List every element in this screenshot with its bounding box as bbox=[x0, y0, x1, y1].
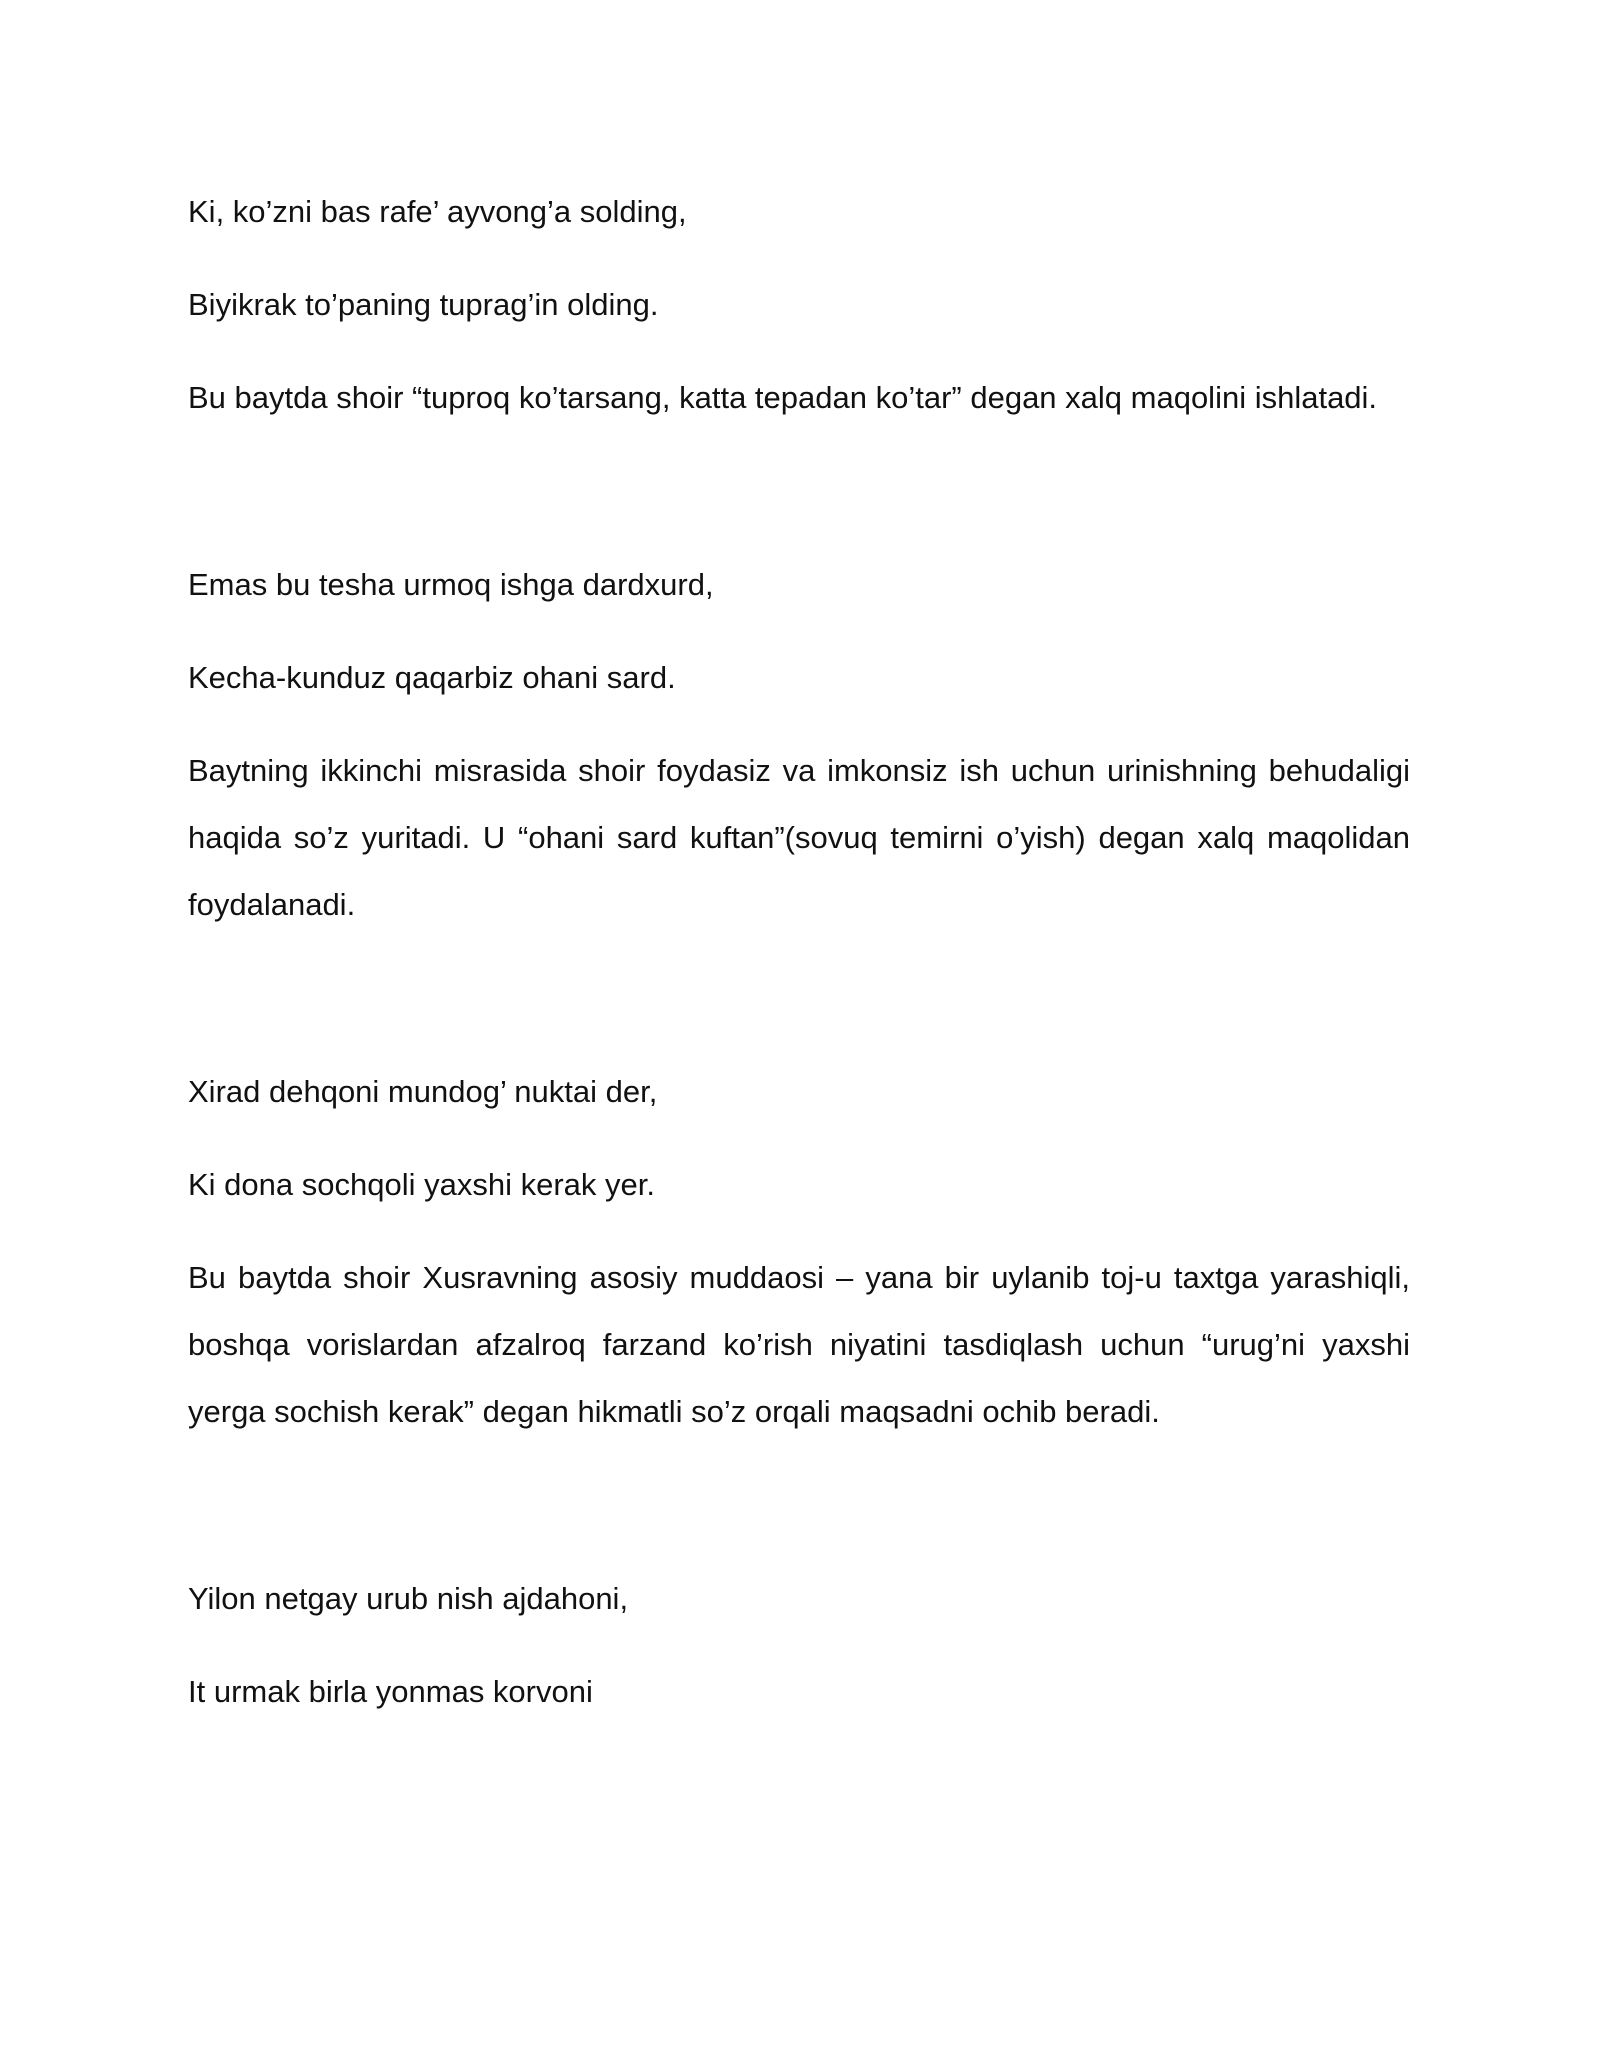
verse-block-1 bbox=[188, 178, 1410, 431]
verse-line: Biyikrak to’paning tuprag’in olding. bbox=[188, 287, 659, 322]
verse-line: Emas bu tesha urmoq ishga dardxurd, bbox=[188, 567, 714, 602]
commentary-paragraph: Bu baytda shoir “tuproq ko’tarsang, katta tepadan ko’tar” degan xalq maqolini ishlatadi. bbox=[188, 380, 1378, 415]
block-spacer bbox=[188, 431, 1410, 551]
verse-block-4 bbox=[188, 1565, 1410, 1725]
verse-line: Yilon netgay urub nish ajdahoni, bbox=[188, 1581, 629, 1616]
verse-line: Ki, ko’zni bas rafe’ ayvong’a solding, bbox=[188, 194, 687, 229]
commentary-paragraph: Bu baytda shoir Xusravning asosiy muddaosi – yana bir uylanib toj-u taxtga yarashiqli, boshqa vorislardan afzalroq farzand ko’rish niyatini tasdiqlash uchun “urug’ni yaxshi yerga sochish kerak” degan hikmatli so’z orqali maqsadni ochib beradi. bbox=[188, 1260, 1410, 1429]
verse-line: It urmak birla yonmas korvoni bbox=[188, 1674, 593, 1709]
verse-line: Kecha-kunduz qaqarbiz ohani sard. bbox=[188, 660, 676, 695]
block-spacer bbox=[188, 938, 1410, 1058]
document-body bbox=[188, 178, 1410, 1751]
verse-block-2 bbox=[188, 551, 1410, 938]
block-spacer bbox=[188, 1445, 1410, 1565]
commentary-paragraph: Baytning ikkinchi misrasida shoir foydasiz va imkonsiz ish uchun urinishning behudaligi haqida so’z yuritadi. U “ohani sard kuftan”(sovuq temirni o’yish) degan xalq maqolidan foydalanadi. bbox=[188, 753, 1410, 922]
verse-line: Ki dona sochqoli yaxshi kerak yer. bbox=[188, 1167, 655, 1202]
verse-block-3 bbox=[188, 1058, 1410, 1445]
verse-line: Xirad dehqoni mundog’ nuktai der, bbox=[188, 1074, 658, 1109]
